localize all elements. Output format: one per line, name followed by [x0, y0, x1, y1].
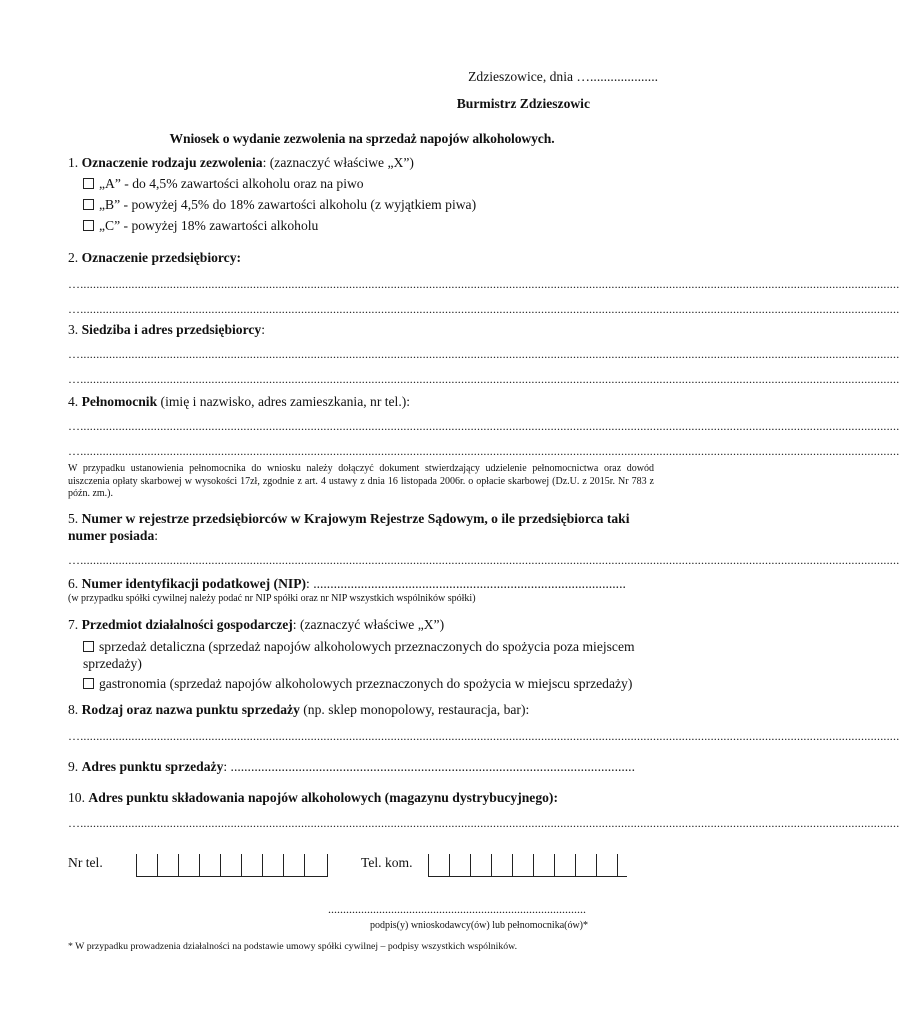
sale-point-address-field[interactable]: : ....................................................................................................................... [223, 759, 635, 774]
section-3-heading [68, 322, 265, 338]
proxy-info: W przypadku ustanowienia pełnomocnika do wniosku należy dołączyć dokument stwierdzający udzielenie pełnomocnictwa oraz dowód uiszczenia opłaty skarbowej w wysokości 17zł, zgodnie z art. 4 ustawy z dnia 16 listopada 2006r. o opłacie skarbowej (Dz.U. z 2015r. Nr 783 z późn. zm.). [68, 463, 654, 499]
permit-option-c-label: „C” - powyżej 18% zawartości alkoholu [99, 218, 319, 233]
section-2-label: Oznaczenie przedsiębiorcy: [81, 250, 242, 265]
activity-option-gastronomy-label: gastronomia (sprzedaż napojów alkoholowych przeznaczonych do spożycia w miejscu sprzedaży) [99, 676, 633, 691]
section-2-number: 2. [68, 250, 79, 265]
proxy-line-2[interactable]: …................................................................................................................................................................................................................................................................ [68, 444, 899, 458]
nip-note: (w przypadku spółki cywilnej należy podać nr NIP spółki oraz nr NIP wszystkich wspólników spółki) [68, 593, 476, 604]
phone-label: Nr tel. [68, 855, 103, 870]
section-7-note: : (zaznaczyć właściwe „X”) [292, 617, 445, 632]
section-9-number: 9. [68, 759, 79, 774]
section-10-label: Adres punktu składowania napojów alkoholowych (magazynu dystrybucyjnego): [88, 790, 558, 805]
section-5-label: Numer w rejestrze przedsiębiorców w Krajowym Rejestrze Sądowym, o ile przedsiębiorca taki numer posiada [68, 511, 630, 543]
checkbox-icon[interactable] [83, 178, 94, 189]
footnote: * W przypadku prowadzenia działalności na podstawie umowy spółki cywilnej – podpisy wszystkich wspólników. [68, 941, 518, 952]
section-8-note: (np. sklep monopolowy, restauracja, bar): [299, 702, 530, 717]
checkbox-icon[interactable] [83, 199, 94, 210]
section-1-note: : (zaznaczyć właściwe „X”) [262, 155, 414, 170]
proxy-line-1[interactable]: …................................................................................................................................................................................................................................................................ [68, 419, 899, 433]
section-7-number: 7. [68, 617, 79, 632]
mobile-digit-boxes[interactable] [428, 854, 627, 877]
nip-field[interactable]: : ............................................................................................ [306, 576, 626, 591]
activity-option-gastronomy[interactable] [83, 676, 632, 692]
form-title: Wniosek o wydanie zezwolenia na sprzedaż napojów alkoholowych. [169, 131, 555, 146]
sale-point-name-line[interactable]: …................................................................................................................................................................................................................................................................ [68, 729, 899, 743]
activity-option-retail[interactable] [83, 638, 663, 672]
section-1-label: Oznaczenie rodzaju zezwolenia [81, 155, 263, 170]
section-5-number: 5. [68, 511, 79, 526]
section-8-label: Rodzaj oraz nazwa punktu sprzedaży [81, 702, 300, 717]
section-10-heading [68, 790, 558, 806]
section-3-number: 3. [68, 322, 79, 337]
permit-option-a[interactable] [83, 176, 364, 192]
section-6-number: 6. [68, 576, 79, 591]
section-8-heading [68, 702, 529, 718]
entrepreneur-line-1[interactable]: …................................................................................................................................................................................................................................................................ [68, 277, 899, 291]
section-9-heading [68, 759, 654, 775]
place-date: Zdzieszowice, dnia ….................... [468, 69, 658, 84]
section-2-heading [68, 250, 241, 266]
section-5-colon: : [154, 528, 159, 543]
mobile-label: Tel. kom. [361, 855, 413, 870]
checkbox-icon[interactable] [83, 220, 94, 231]
permit-option-c[interactable] [83, 218, 318, 234]
permit-option-a-label: „A” - do 4,5% zawartości alkoholu oraz na piwo [99, 176, 364, 191]
permit-option-b-label: „B” - powyżej 4,5% do 18% zawartości alkoholu (z wyjątkiem piwa) [99, 197, 477, 212]
section-8-number: 8. [68, 702, 79, 717]
activity-option-retail-label: sprzedaż detaliczna (sprzedaż napojów alkoholowych przeznaczonych do spożycia poza miejscem sprzedaży) [83, 639, 635, 671]
section-4-label: Pełnomocnik [81, 394, 158, 409]
section-3-label: Siedziba i adres przedsiębiorcy [81, 322, 262, 337]
phone-digit-boxes[interactable] [136, 854, 328, 877]
checkbox-icon[interactable] [83, 641, 94, 652]
address-line-2[interactable]: …................................................................................................................................................................................................................................................................ [68, 372, 899, 386]
krs-number-line[interactable]: …................................................................................................................................................................................................................................................................ [68, 553, 899, 567]
section-1-number: 1. [68, 155, 79, 170]
signature-line[interactable]: ...................................................................................... [328, 902, 586, 916]
signature-caption: podpis(y) wnioskodawcy(ów) lub pełnomocnika(ów)* [370, 920, 589, 931]
section-5-heading [68, 510, 658, 544]
section-1-heading [68, 155, 414, 171]
address-line-1[interactable]: …................................................................................................................................................................................................................................................................ [68, 347, 899, 361]
section-10-number: 10. [68, 790, 85, 805]
recipient: Burmistrz Zdzieszowic [456, 96, 590, 111]
section-3-colon: : [261, 322, 266, 337]
entrepreneur-line-2[interactable]: …................................................................................................................................................................................................................................................................ [68, 302, 899, 316]
warehouse-address-line[interactable]: …................................................................................................................................................................................................................................................................ [68, 816, 899, 830]
section-6-label: Numer identyfikacji podatkowej (NIP) [81, 576, 307, 591]
section-9-label: Adres punktu sprzedaży [81, 759, 224, 774]
section-7-label: Przedmiot działalności gospodarczej [81, 617, 293, 632]
section-6-heading [68, 576, 654, 592]
section-7-heading [68, 617, 444, 633]
section-4-note: (imię i nazwisko, adres zamieszkania, nr tel.): [157, 394, 411, 409]
section-4-number: 4. [68, 394, 79, 409]
section-4-heading [68, 394, 410, 410]
checkbox-icon[interactable] [83, 678, 94, 689]
permit-option-b[interactable] [83, 197, 476, 213]
